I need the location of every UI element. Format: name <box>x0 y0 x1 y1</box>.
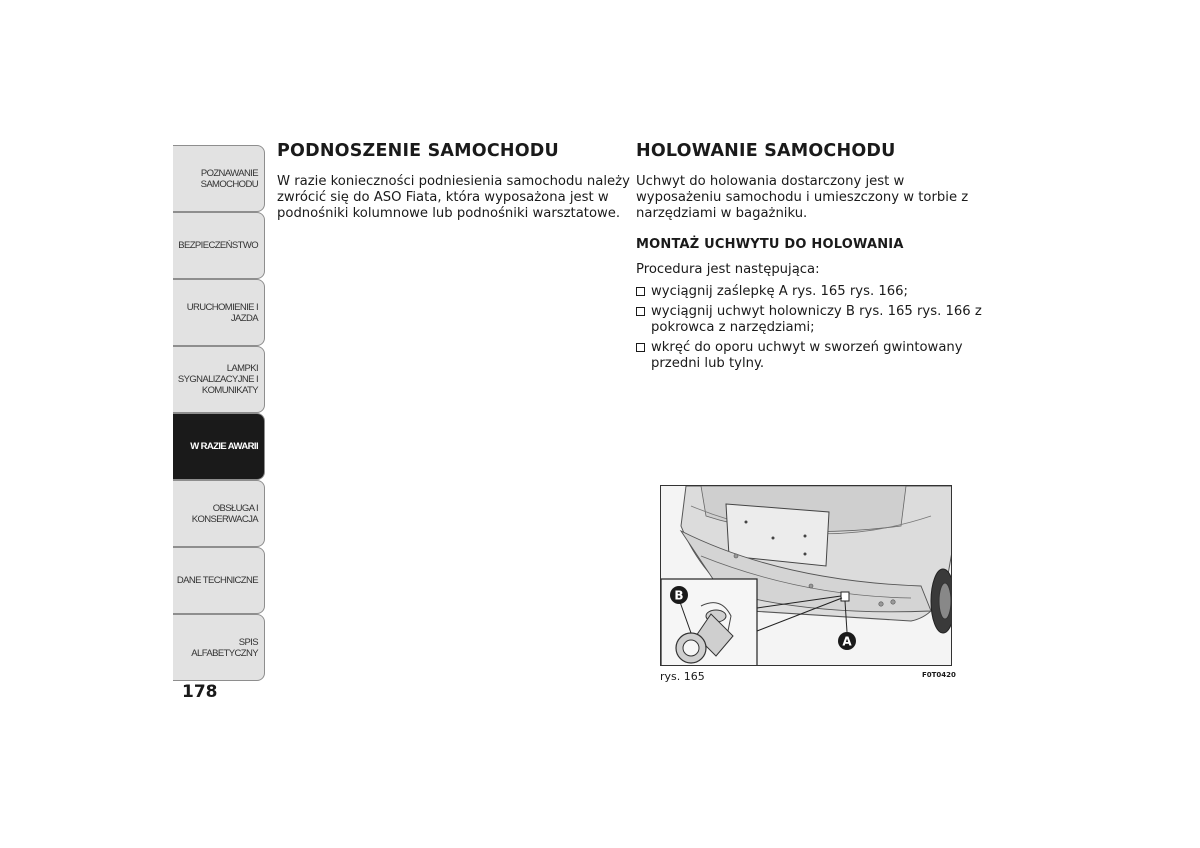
step-text-line: pokrowca z narzędziami; <box>651 320 815 335</box>
chapter-tab-label: BEZPIECZEŃSTWO <box>178 240 258 251</box>
subsection-title-tow-hook: MONTAŻ UCHWYTU DO HOLOWANIA <box>636 237 904 252</box>
procedure-steps <box>636 284 982 376</box>
text-line: podnośniki kolumnowe lub podnośniki warsztatowe. <box>277 206 621 221</box>
text-line: wyposażeniu samochodu i umieszczony w torbie z <box>636 190 969 205</box>
label-b: B <box>674 588 684 603</box>
figure-caption: rys. 165 <box>660 670 705 683</box>
text-line: Uchwyt do holowania dostarczony jest w <box>636 174 905 189</box>
towing-body <box>636 174 968 222</box>
step-text-line: wyciągnij zaślepkę A rys. 165 rys. 166; <box>651 284 908 299</box>
chapter-tab-label: SPIS ALFABETYCZNY <box>191 636 258 659</box>
step-text-line: wkręć do oporu uchwyt w sworzeń gwintowany <box>651 340 963 355</box>
text-line: W razie konieczności podniesienia samochodu należy <box>277 174 630 189</box>
chapter-tab[interactable] <box>173 547 265 614</box>
checkbox-square-icon <box>636 287 645 296</box>
rear-bumper-illustration <box>661 486 952 666</box>
chapter-tab[interactable] <box>173 346 265 413</box>
procedure-step <box>636 304 982 336</box>
chapter-tab-label: POZNAWANIE SAMOCHODU <box>200 167 258 190</box>
procedure-intro: Procedura jest następująca: <box>636 262 820 277</box>
procedure-step <box>636 340 976 372</box>
chapter-tab-label: W RAZIE AWARII <box>190 441 258 452</box>
step-text-line: wyciągnij uchwyt holowniczy B rys. 165 rys. 166 z <box>651 304 982 319</box>
figure-165 <box>660 485 952 666</box>
section-title-lifting: PODNOSZENIE SAMOCHODU <box>277 141 559 161</box>
step-text-line: przedni lub tylny. <box>651 356 765 371</box>
section-title-towing: HOLOWANIE SAMOCHODU <box>636 141 896 161</box>
text-line: zwrócić się do ASO Fiata, która wyposażona jest w <box>277 190 609 205</box>
chapter-tab[interactable] <box>173 614 265 681</box>
figure-code: F0T0420 <box>922 671 956 679</box>
chapter-tab-label: LAMPKI SYGNALIZACYJNE I KOMUNIKATY <box>177 363 258 396</box>
checkbox-square-icon <box>636 307 645 316</box>
page-number: 178 <box>182 682 218 702</box>
chapter-tab[interactable] <box>173 145 265 212</box>
text-line: narzędziami w bagażniku. <box>636 206 808 221</box>
chapter-tab[interactable] <box>173 212 265 279</box>
chapter-tab-label: URUCHOMIENIE I JAZDA <box>186 301 258 324</box>
label-a: A <box>842 634 852 649</box>
chapter-tab[interactable] <box>173 279 265 346</box>
procedure-step <box>636 284 976 300</box>
chapter-tab-label: OBSŁUGA I KONSERWACJA <box>191 502 258 525</box>
chapter-tabs <box>173 145 265 681</box>
chapter-tab-label: DANE TECHNICZNE <box>176 575 258 586</box>
chapter-tab[interactable] <box>173 413 265 480</box>
checkbox-square-icon <box>636 343 645 352</box>
chapter-tab[interactable] <box>173 480 265 547</box>
lifting-body <box>277 174 630 222</box>
